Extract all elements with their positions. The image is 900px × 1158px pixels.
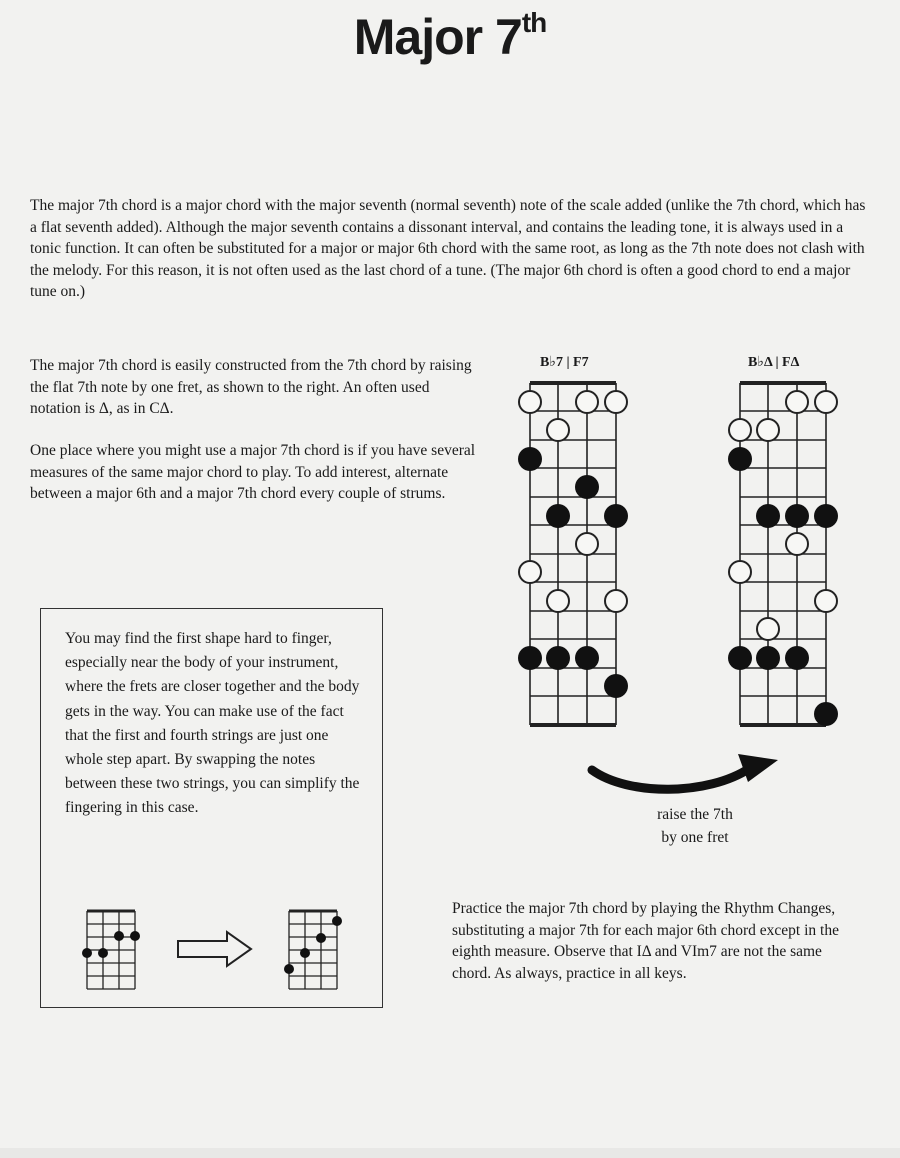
- tip-box: [40, 608, 383, 1008]
- chord-diagram-dominant-7: [516, 380, 636, 730]
- raise-caption: raise the 7th by one fret: [657, 806, 733, 846]
- tip-text: You may find the first shape hard to finger, especially near the body of your instrument, where the frets are closer together and the body gets in the way. You can make use of the fact that the first and fourth strings are just one whole step apart. By swapping the notes between these two strings, you can simplify the fingering in this case.: [65, 630, 360, 817]
- page-bottom-edge: [0, 1148, 900, 1158]
- intro-paragraph: The major 7th chord is a major chord with the major seventh (normal seventh) note of the scale added (unlike the 7th chord, which has a flat seventh added). Although the major seventh contains a dissonant interval, and contains the leading tone, it is always used in a tonic function. It can often be substituted for a major or major 6th chord with the same root, as long as the 7th note does not clash with the melody. For this reason, it is not often used as the last chord of a tune. (The major 6th chord is often a good chord to end a major tune on.): [30, 197, 866, 300]
- arrow-right-outline-icon: [175, 929, 255, 969]
- usage-paragraph: One place where you might use a major 7th chord is if you have several measures of the same major chord to play. To add interest, alternate between a major 6th and a major 7th chord every couple of strums.: [30, 442, 476, 502]
- practice-paragraph: Practice the major 7th chord by playing the Rhythm Changes, substituting a major 7th for each major 6th chord except in the eighth measure. Observe that IΔ and VIm7 are not the same chord. As always, practice in all keys.: [452, 900, 839, 982]
- construction-paragraph: The major 7th chord is easily constructed from the 7th chord by raising the flat 7th note by one fret, as shown to the right. An often used notation is Δ, as in CΔ.: [30, 357, 472, 417]
- chord-diagram-major-7: [726, 380, 846, 730]
- small-chord-before: [81, 907, 151, 997]
- small-chord-after: [283, 907, 353, 997]
- chord1-label: B♭7 | F7: [540, 355, 589, 370]
- chord2-label: B♭Δ | FΔ: [748, 355, 800, 370]
- curved-arrow-icon: [588, 748, 788, 798]
- page-title: Major 7th: [353, 7, 547, 65]
